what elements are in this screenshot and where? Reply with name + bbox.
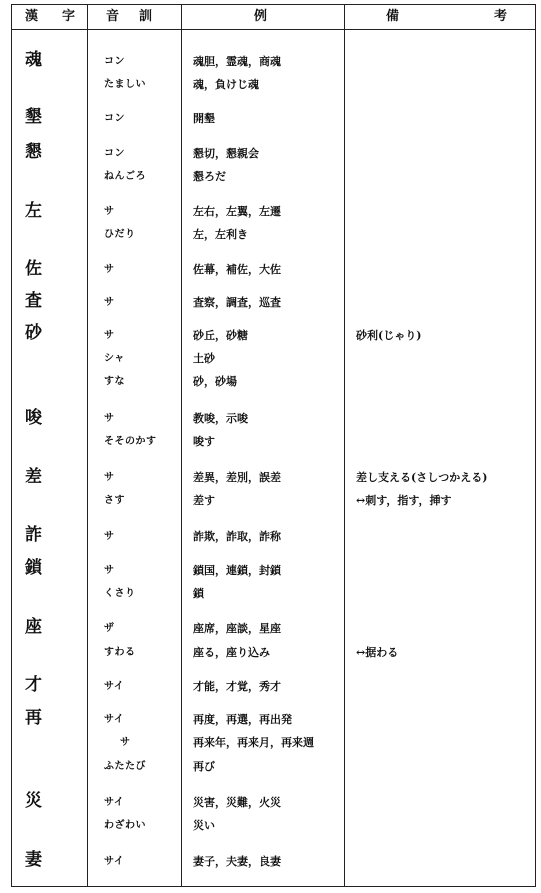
entry-example: 開墾: [193, 112, 215, 125]
entry-reading: サ: [104, 330, 115, 341]
entry-reading: サ: [104, 297, 115, 308]
header-notes-char-2: 考: [494, 9, 508, 24]
header-example: 例: [254, 9, 268, 24]
entry-example: 才能，才覚，秀才: [193, 680, 281, 693]
entry-example: 再度，再選，再出発: [193, 713, 292, 726]
entry-kanji: 妻: [25, 850, 42, 870]
entry-reading: わざわい: [104, 820, 146, 831]
entry-kanji: 座: [25, 617, 42, 637]
header-kanji-char-1: 漢: [25, 9, 39, 24]
entry-example: 妻子，夫妻，良妻: [193, 855, 281, 868]
entry-reading: サ: [104, 565, 115, 576]
header-divider: [11, 29, 536, 30]
header-notes-char-1: 備: [386, 9, 400, 24]
entry-example: 差す: [193, 494, 215, 507]
entry-example: 再来年，再来月，再来週: [193, 736, 314, 749]
entry-reading: サ: [104, 413, 115, 424]
entry-example: 砂，砂場: [193, 375, 237, 388]
entry-kanji: 災: [25, 791, 42, 811]
entry-kanji: 才: [25, 675, 42, 695]
entry-reading: くさり: [104, 588, 136, 599]
entry-kanji: 再: [25, 708, 42, 728]
entry-reading: すな: [104, 376, 125, 387]
entry-example: 座席，座談，星座: [193, 622, 281, 635]
entry-kanji: 詐: [25, 525, 42, 545]
entry-example: 佐幕，補佐，大佐: [193, 263, 281, 276]
entry-example: 差異，差別，誤差: [193, 471, 281, 484]
entry-example: 土砂: [193, 352, 215, 365]
entry-note: 砂利(じゃり): [356, 329, 422, 342]
entry-note: ↔据わる: [356, 646, 399, 659]
entry-kanji: 懇: [25, 142, 42, 162]
entry-kanji: 墾: [25, 107, 42, 127]
entry-example: 懇ろだ: [193, 170, 226, 183]
entry-reading: ふたたび: [104, 761, 146, 772]
entry-reading: そそのかす: [104, 436, 157, 447]
entry-reading: サイ: [104, 797, 125, 808]
entry-reading: コン: [104, 148, 125, 159]
entry-reading: サ: [104, 472, 115, 483]
entry-note: ↔刺す，指す，挿す: [356, 494, 452, 507]
entry-example: 災い: [193, 819, 215, 832]
entry-reading: サ: [104, 206, 115, 217]
entry-example: 座る，座り込み: [193, 646, 270, 659]
entry-reading: サ: [120, 737, 131, 748]
entry-reading: サイ: [104, 714, 125, 725]
entry-kanji: 魂: [25, 50, 42, 70]
entry-reading: ザ: [104, 623, 115, 634]
entry-example: 再び: [193, 760, 215, 773]
header-yomi-char-2: 訓: [139, 9, 153, 24]
entry-reading: ひだり: [104, 229, 136, 240]
entry-kanji: 査: [25, 291, 42, 311]
entry-reading: ねんごろ: [104, 171, 146, 182]
entry-reading: サイ: [104, 856, 125, 867]
entry-example: 鎖: [193, 587, 204, 600]
entry-example: 懇切，懇親会: [193, 147, 259, 160]
entry-example: 砂丘，砂糖: [193, 329, 248, 342]
entry-example: 詐欺，詐取，詐称: [193, 530, 281, 543]
entry-example: 左，左利き: [193, 228, 248, 241]
entry-note: 差し支える(さしつかえる): [356, 471, 488, 484]
entry-example: 災害，災難，火災: [193, 796, 281, 809]
column-divider: [87, 4, 88, 887]
entry-example: 魂，負けじ魂: [193, 78, 259, 91]
entry-reading: コン: [104, 56, 125, 67]
entry-example: 左右，左翼，左遷: [193, 205, 281, 218]
entry-kanji: 唆: [25, 408, 42, 428]
entry-reading: たましい: [104, 79, 146, 90]
column-divider: [181, 4, 182, 887]
entry-kanji: 左: [25, 201, 42, 221]
entry-reading: サ: [104, 264, 115, 275]
header-yomi-char-1: 音: [106, 9, 120, 24]
entry-example: 唆す: [193, 435, 215, 448]
entry-kanji: 砂: [25, 323, 42, 343]
entry-reading: サイ: [104, 681, 125, 692]
entry-reading: さす: [104, 495, 125, 506]
table-frame: [11, 4, 536, 887]
entry-example: 査察，調査，巡査: [193, 296, 281, 309]
entry-kanji: 差: [25, 467, 42, 487]
entry-reading: すわる: [104, 647, 136, 658]
entry-example: 魂胆，霊魂，商魂: [193, 55, 281, 68]
entry-reading: コン: [104, 113, 125, 124]
entry-kanji: 鎖: [25, 558, 42, 578]
entry-example: 鎖国，連鎖，封鎖: [193, 564, 281, 577]
entry-example: 教唆，示唆: [193, 412, 248, 425]
header-kanji-char-2: 字: [62, 9, 76, 24]
entry-reading: シャ: [104, 353, 125, 364]
entry-kanji: 佐: [25, 259, 42, 279]
column-divider: [344, 4, 345, 887]
kanji-reading-table: [11, 4, 536, 887]
entry-reading: サ: [104, 531, 115, 542]
